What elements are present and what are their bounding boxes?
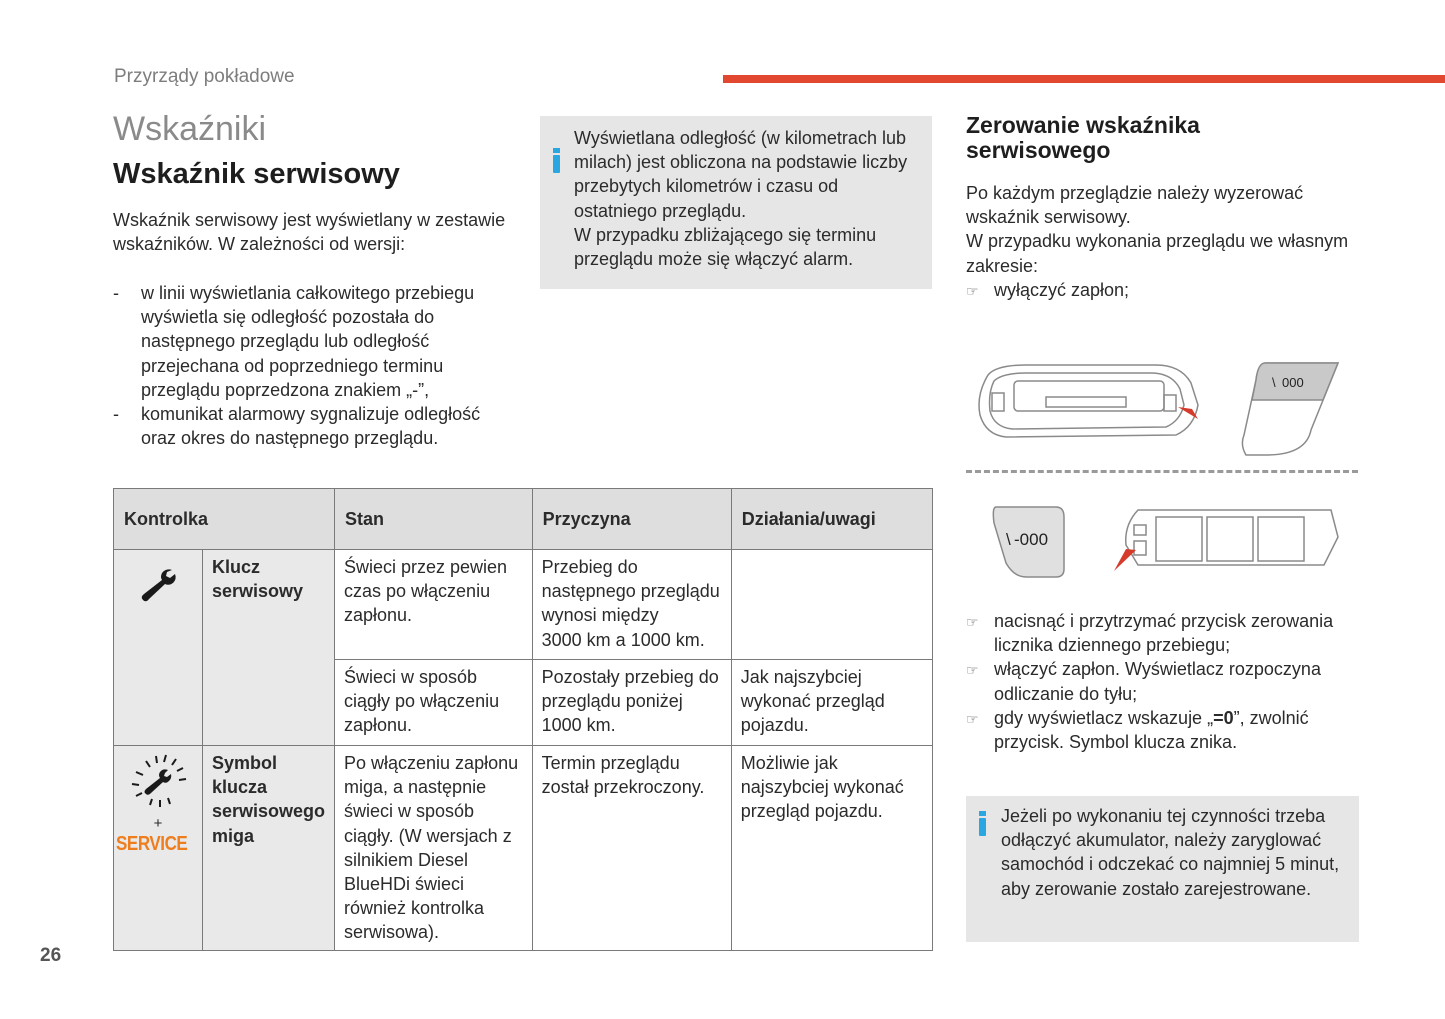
divider (966, 470, 1358, 473)
info-icon (553, 155, 560, 173)
step-text: ”, zwolnić przycisk. Symbol klucza znika. (994, 707, 1309, 753)
table-cell (731, 550, 932, 660)
pointing-hand-icon: ☞ (966, 710, 979, 727)
table-cell: Po włączeniu zapłonu miga, a następnie świeci w sposób ciągły. (W wersjach z silnikiem Diesel BlueHDi świeci również kontrolka serwisowa). (335, 746, 533, 951)
list-item: - komunikat alarmowy sygnalizuje odległość oraz okres do następnego przeglądu. (113, 404, 481, 449)
info-box (966, 796, 1359, 942)
step-text-bold: =0 (1213, 707, 1234, 728)
reset-title: Zerowanie wskaźnika serwisowego (966, 112, 1200, 163)
indicator-label-cell: Klucz serwisowy (202, 550, 334, 746)
pointer-arrow-icon (1114, 549, 1136, 571)
step-text: wyłączyć zapłon; (994, 279, 1130, 300)
page-title: Wskaźniki (113, 110, 267, 148)
step-text: włączyć zapłon. Wyświetlacz rozpoczyna odliczanie do tyłu; (994, 659, 1321, 704)
table-cell: Świeci w sposób ciągły po włączeniu zapłonu. (335, 660, 533, 746)
plus-sign: + (153, 815, 163, 833)
indicator-icon-cell (114, 550, 203, 746)
intro-paragraph: Wskaźnik serwisowy jest wyświetlany w zestawie wskaźników. W zależności od wersji: (113, 210, 506, 255)
warning-lights-table (113, 488, 933, 951)
column-header: Działania/uwagi (731, 489, 932, 550)
button-label: 000 (1282, 375, 1304, 390)
table-cell: Możliwie jak najszybciej wykonać przegląd pojazdu. (731, 746, 932, 951)
table-cell: Termin przeglądu został przekroczony. (532, 746, 731, 951)
wrench-icon (134, 564, 182, 604)
pointing-hand-icon: ☞ (966, 614, 979, 630)
info-box (540, 116, 932, 289)
list-item: - w linii wyświetlania całkowitego przebiegu wyświetla się odległość pozostała do następnego przeglądu lub odległość przejechana od poprzedniego terminu przeglądu poprzedzona znakiem „-”, (113, 283, 475, 400)
step-text: nacisnąć i przytrzymać przycisk zerowania licznika dziennego przebiegu; (994, 611, 1334, 656)
reset-intro (966, 181, 1366, 302)
pointing-hand-icon: ☞ (966, 662, 979, 679)
indicator-label-cell: Symbol klucza serwisowego miga (202, 746, 334, 951)
table-cell: Pozostały przebieg do przeglądu poniżej 1000 km. (532, 660, 731, 746)
table-row (114, 746, 933, 951)
instrument-cluster-top (979, 365, 1198, 437)
info-box-text: Wyświetlana odległość (w kilometrach lub milach) jest obliczona na podstawie liczby przebytych kilometrów i czasu od ostatniego przeglądu. W przypadku zbliżającego się terminu przeglądu może się włączyć alarm. (574, 128, 908, 270)
page-number: 26 (40, 945, 62, 966)
reset-button-closeup-left (993, 507, 1064, 577)
reset-step-list (966, 278, 1366, 302)
column-header: Stan (335, 489, 533, 550)
column-header: Przyczyna (532, 489, 731, 550)
svg-text:\: \ (1006, 530, 1011, 549)
reset-step-list (966, 609, 1366, 754)
step-text: gdy wyświetlacz wskazuje „ (994, 707, 1214, 728)
indicator-icon-cell (114, 746, 203, 951)
blinking-wrench-icon (126, 752, 190, 810)
info-icon (979, 818, 986, 836)
reset-steps (966, 609, 1366, 754)
svg-text:\: \ (1272, 375, 1276, 390)
intro-bullet-list (113, 281, 513, 450)
list-item-text: w linii wyświetlania całkowitego przebiegu wyświetla się odległość pozostała do następnego przeglądu lub odległość przejechana od poprzedniego terminu przeglądu poprzedzona znakiem „-”, (141, 283, 475, 400)
list-item (966, 657, 1366, 705)
pointing-hand-icon: ☞ (966, 282, 979, 299)
table-cell: Jak najszybciej wykonać przegląd pojazdu. (731, 660, 932, 746)
table-cell: Przebieg do następnego przeglądu wynosi między 3000 km a 1000 km. (532, 550, 731, 660)
list-item (966, 706, 1366, 754)
table-cell: Świeci przez pewien czas po włączeniu zapłonu. (335, 550, 533, 660)
service-warning-icon: SERVICE (116, 833, 188, 856)
button-label: -000 (1014, 530, 1049, 549)
list-item (966, 278, 1366, 302)
table-row (114, 550, 933, 660)
info-box-text: Jeżeli po wykonaniu tej czynności trzeba odłączyć akumulator, należy zaryglować samochód i odczekać co najmniej 5 minut, aby zerowanie zostało zarejestrowane. (1001, 806, 1340, 899)
header-accent-bar (723, 75, 1445, 83)
instrument-cluster-bottom (1126, 510, 1338, 565)
column-header: Kontrolka (114, 489, 335, 550)
reset-button-closeup-top (1242, 363, 1338, 455)
reset-intro-text: Po każdym przeglądzie należy wyzerować wskaźnik serwisowy. W przypadku wykonania przeglądu we własnym zakresie: (966, 183, 1349, 276)
section-title: Przyrządy pokładowe (114, 66, 295, 87)
list-item (966, 609, 1366, 657)
page-subtitle: Wskaźnik serwisowy (113, 158, 400, 190)
list-item-text: komunikat alarmowy sygnalizuje odległość oraz okres do następnego przeglądu. (141, 404, 481, 449)
table-header-row (114, 489, 933, 550)
